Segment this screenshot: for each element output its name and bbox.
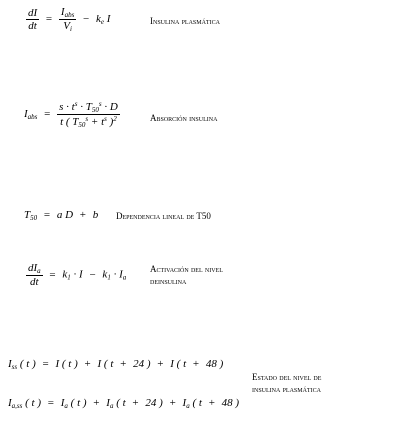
label-t50-linear: Dependencia lineal de T50: [116, 211, 211, 221]
label-insulin-activation-1: Activación del nivel: [150, 264, 223, 274]
label-insulin-absorption: Absorción insulina: [150, 113, 218, 123]
label-steady-state-1: Estado del nivel de: [252, 372, 322, 382]
label-plasma-insulin: Insulina plasmática: [150, 16, 220, 26]
equation-insulin-activation: $\frac{dI_a}{dt}$ = $k_1 \cdot I - k_1 \cdot I_a$: [28, 262, 127, 288]
label-steady-state-2: insulina plasmática: [252, 384, 321, 394]
label-insulin-activation-2: deinsulina: [150, 276, 187, 286]
equation-steady-state-active-insulin: $I_{a,ss}$ ( t ) = $I_a$ ( t ) + $I_a$ ( t + 24 ) + $I_a$ ( t + 48 ): [8, 397, 240, 410]
equation-plasma-insulin: $\frac{dI}{dt}$ = $\frac{I_{abs}}{V_i}$ − $k_e$ I: [28, 6, 111, 33]
equation-insulin-absorption: $I_{abs}$ = $\frac{s \cdot t^s \cdot T_{50}^s \cdot D}{t ( T_{50}^s + t^s )^2}$: [24, 100, 118, 129]
equation-steady-state-insulin: $I_{ss}$ ( t ) = I ( t ) + I ( t + 24 ) + I ( t + 48 ): [8, 358, 224, 371]
equation-t50-linear: $T_{50} = a$ D + b: [24, 209, 99, 222]
